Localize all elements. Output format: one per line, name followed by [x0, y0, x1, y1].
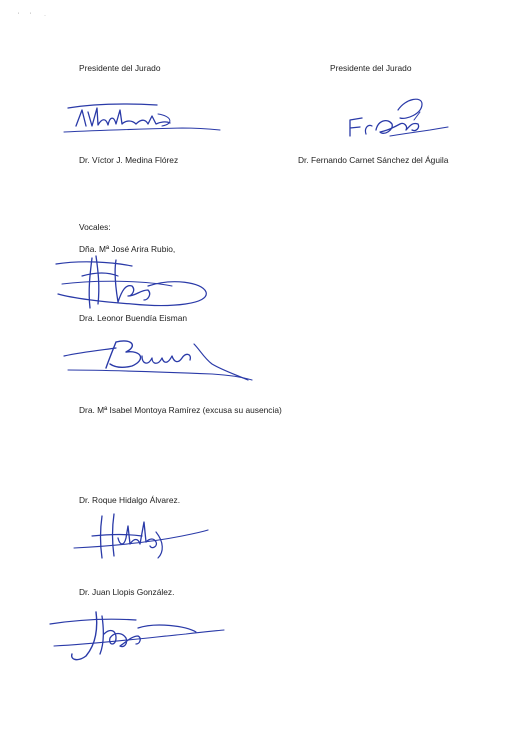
member-montoya: Dra. Mª Isabel Montoya Ramírez (excusa su ausencia)	[79, 405, 282, 415]
signature-arira	[52, 250, 212, 316]
scan-mark: ·	[44, 13, 46, 19]
left-president-title: Presidente del Jurado	[79, 63, 161, 73]
signature-buendia	[62, 330, 254, 386]
scan-mark: '	[30, 13, 32, 19]
member-buendia: Dra. Leonor Buendía Eisman	[79, 313, 188, 323]
member-llopis: Dr. Juan Llopis González.	[79, 587, 175, 597]
signature-llopis	[46, 604, 226, 666]
scan-mark: '	[18, 13, 20, 19]
member-arira: Dña. Mª José Arira Rubio,	[79, 244, 176, 254]
right-president-name: Dr. Fernando Carnet Sánchez del Águila	[298, 155, 449, 165]
right-president-title: Presidente del Jurado	[330, 63, 412, 73]
signature-medina	[62, 96, 222, 140]
signature-carnet	[340, 90, 450, 150]
signature-hidalgo	[72, 508, 212, 564]
left-president-name: Dr. Víctor J. Medina Flórez	[79, 155, 179, 165]
vocales-heading: Vocales:	[79, 222, 111, 232]
member-hidalgo: Dr. Roque Hidalgo Álvarez.	[79, 495, 181, 505]
